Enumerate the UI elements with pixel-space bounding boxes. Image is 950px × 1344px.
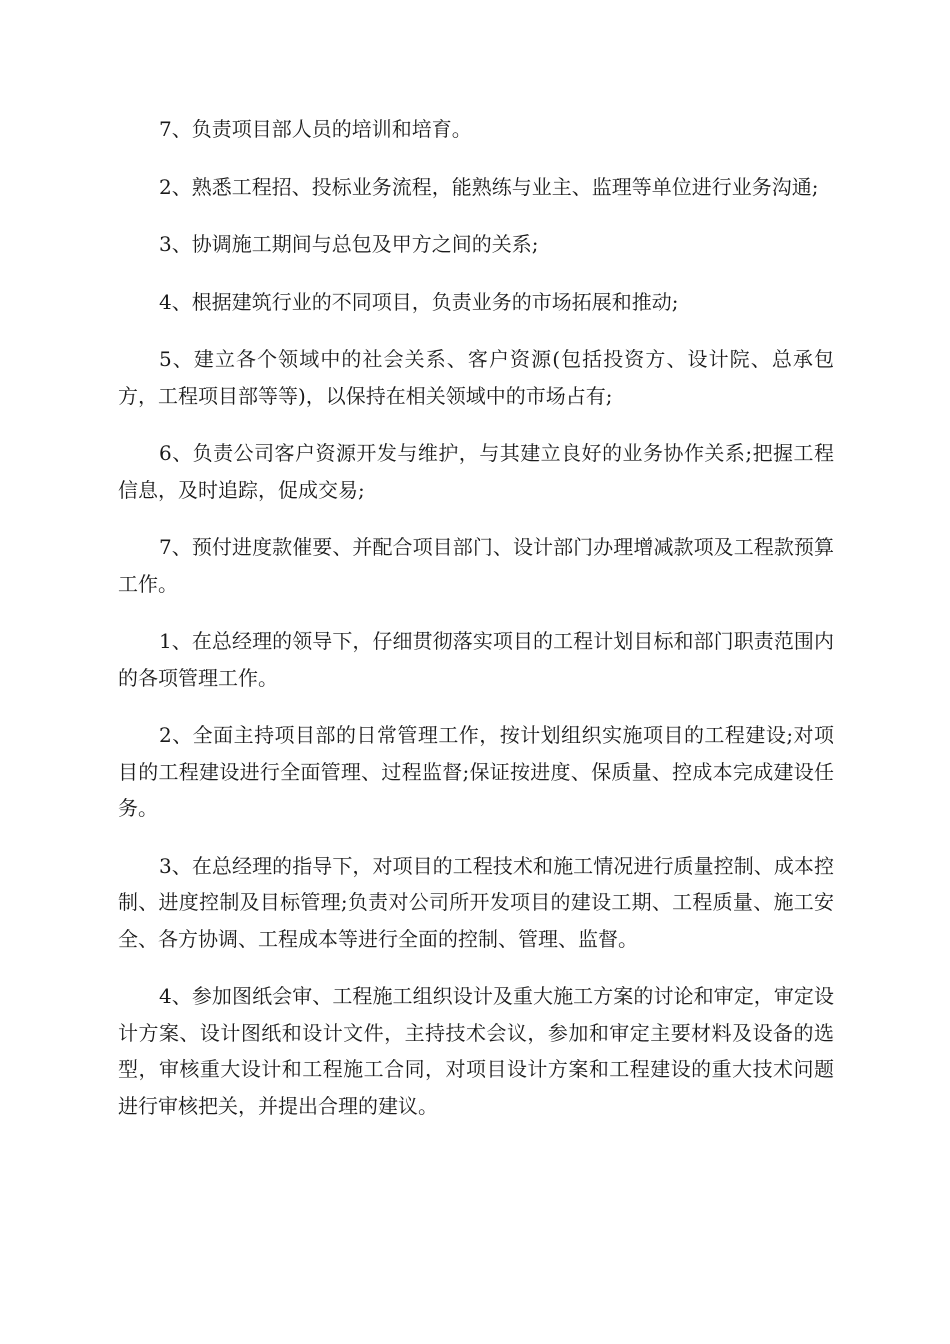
paragraph-8: 1、在总经理的领导下，仔细贯彻落实项目的工程计划目标和部门职责范围内的各项管理工作。 bbox=[118, 629, 834, 690]
paragraph-4: 4、根据建筑行业的不同项目，负责业务的市场拓展和推动; bbox=[159, 289, 679, 314]
paragraph-11: 4、参加图纸会审、工程施工组织设计及重大施工方案的讨论和审定，审定设计方案、设计图纸和设计文件，主持技术会议，参加和审定主要材料及设备的选型，审核重大设计和工程施工合同，对项目设计方案和工程建设的重大技术问题进行审核把关，并提出合理的建议。 bbox=[118, 984, 834, 1118]
paragraph-7: 7、预付进度款催要、并配合项目部门、设计部门办理增减款项及工程款预算工作。 bbox=[118, 535, 834, 596]
paragraph-10: 3、在总经理的指导下，对项目的工程技术和施工情况进行质量控制、成本控制、进度控制及目标管理;负责对公司所开发项目的建设工期、工程质量、施工安全、各方协调、工程成本等进行全面的控制、管理、监督。 bbox=[118, 853, 834, 951]
paragraph-2: 2、熟悉工程招、投标业务流程，能熟练与业主、监理等单位进行业务沟通; bbox=[159, 174, 819, 199]
paragraph-9: 2、全面主持项目部的日常管理工作，按计划组织实施项目的工程建设;对项目的工程建设进行全面管理、过程监督;保证按进度、保质量、控成本完成建设任务。 bbox=[118, 723, 834, 820]
paragraph-1: 7、负责项目部人员的培训和培育。 bbox=[159, 117, 472, 141]
document-body bbox=[118, 111, 834, 1145]
paragraph-5: 5、建立各个领域中的社会关系、客户资源(包括投资方、设计院、总承包方，工程项目部等等)，以保持在相关领域中的市场占有; bbox=[118, 347, 834, 408]
paragraph-6: 6、负责公司客户资源开发与维护，与其建立良好的业务协作关系;把握工程信息，及时追踪，促成交易; bbox=[118, 441, 834, 502]
paragraph-3: 3、协调施工期间与总包及甲方之间的关系; bbox=[159, 232, 539, 256]
